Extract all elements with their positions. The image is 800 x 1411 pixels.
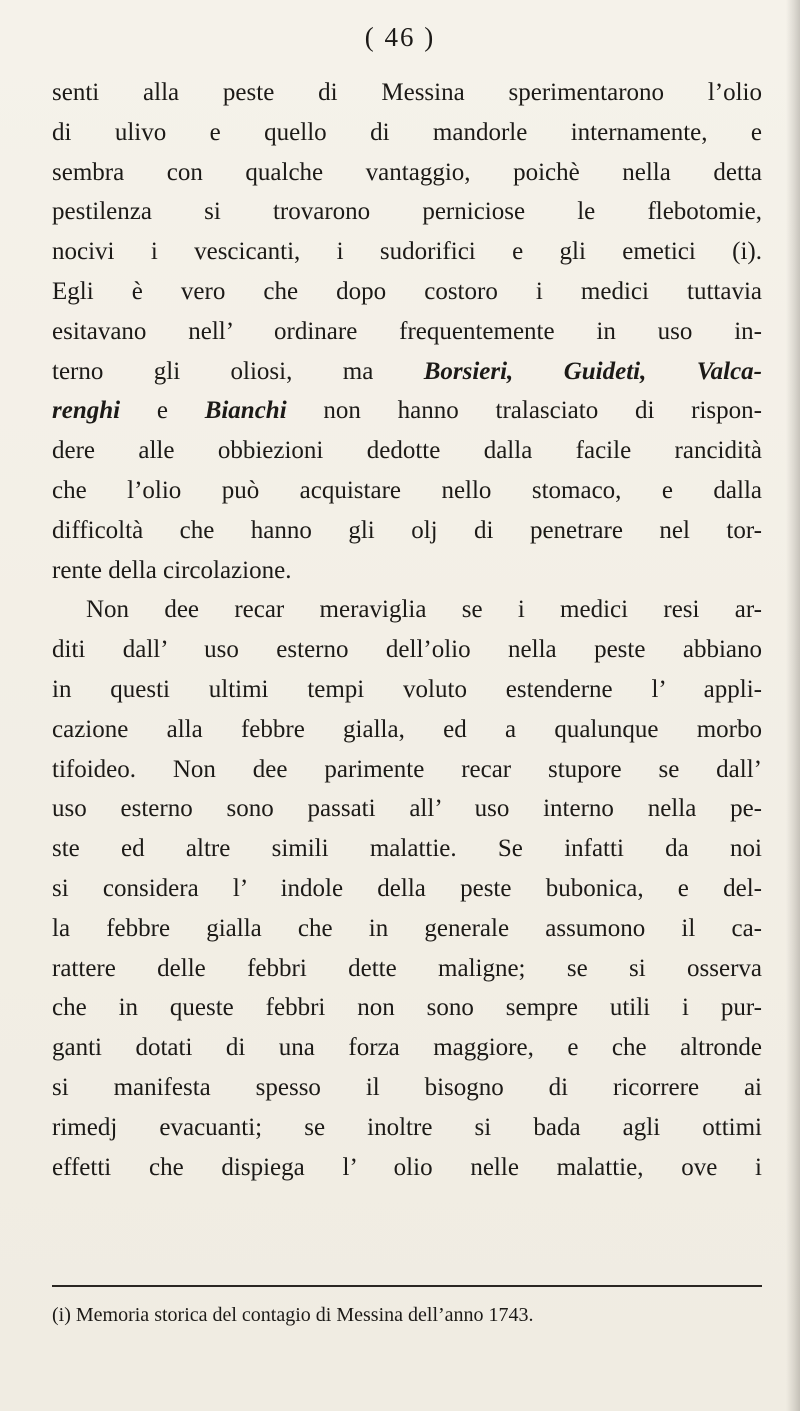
- text-line: terno gli oliosi, ma Borsieri, Guideti, Valca-: [52, 357, 763, 385]
- text-line: che in queste febbri non sono sempre utili i pur-: [52, 994, 762, 1022]
- author-names: renghi: [52, 397, 121, 425]
- text-line: rattere delle febbri dette maligne; se si osserva: [52, 954, 762, 982]
- footnote: (i) Memoria storica del contagio di Messina dell’anno 1743.: [52, 1304, 534, 1326]
- text-line: diti dall’ uso esterno dell’olio nella peste abbiano: [52, 636, 762, 664]
- text-line: sembra con qualche vantaggio, poichè nella detta: [52, 158, 762, 186]
- text-line: pestilenza si trovarono perniciose le flebotomie,: [52, 198, 762, 226]
- text-line: si considera l’ indole della peste bubonica, e del-: [52, 874, 762, 902]
- text-line: tifoideo. Non dee parimente recar stupore se dall’: [52, 755, 762, 783]
- paragraph-start-line: Non dee recar meraviglia se i medici resi ar-: [86, 596, 762, 624]
- text-line: in questi ultimi tempi voluto estenderne l’ appli-: [52, 675, 762, 703]
- text-line: la febbre gialla che in generale assumono il ca-: [52, 914, 762, 942]
- text-line: che l’olio può acquistare nello stomaco, e dalla: [52, 476, 762, 504]
- text-line: di ulivo e quello di mandorle internamente, e: [52, 118, 762, 146]
- text-line: difficoltà che hanno gli olj di penetrare nel tor-: [52, 516, 762, 544]
- text-line: cazione alla febbre gialla, ed a qualunque morbo: [52, 715, 762, 743]
- page-edge-shadow: [786, 0, 800, 1411]
- footnote-divider: [52, 1285, 762, 1287]
- text-line: renghi e Bianchi non hanno tralasciato di rispon-: [52, 397, 762, 425]
- text-line: rimedj evacuanti; se inoltre si bada agli ottimi: [52, 1113, 762, 1141]
- text-line: effetti che dispiega l’ olio nelle malattie, ove i: [52, 1153, 762, 1181]
- author-names: Bianchi: [204, 397, 287, 425]
- text-line: si manifesta spesso il bisogno di ricorrere ai: [52, 1073, 762, 1101]
- text-line: esitavano nell’ ordinare frequentemente in uso in-: [52, 317, 762, 345]
- text-line: senti alla peste di Messina sperimentarono l’olio: [52, 79, 762, 106]
- paragraph-end-line: rente della circolazione.: [52, 556, 292, 584]
- page-number: ( 46 ): [364, 22, 436, 52]
- author-names: Borsieri, Guideti, Valca-: [423, 357, 763, 385]
- text-line: dere alle obbiezioni dedotte dalla facile rancidità: [52, 437, 762, 465]
- body-text: [52, 73, 762, 1187]
- text-line: uso esterno sono passati all’ uso interno nella pe-: [52, 795, 762, 823]
- text-line: ste ed altre simili malattie. Se infatti da noi: [52, 835, 762, 863]
- text-line: ganti dotati di una forza maggiore, e che altronde: [52, 1034, 762, 1062]
- text-line: Egli è vero che dopo costoro i medici tuttavia: [52, 277, 762, 305]
- text-line: nocivi i vescicanti, i sudorifici e gli emetici (i).: [52, 238, 762, 266]
